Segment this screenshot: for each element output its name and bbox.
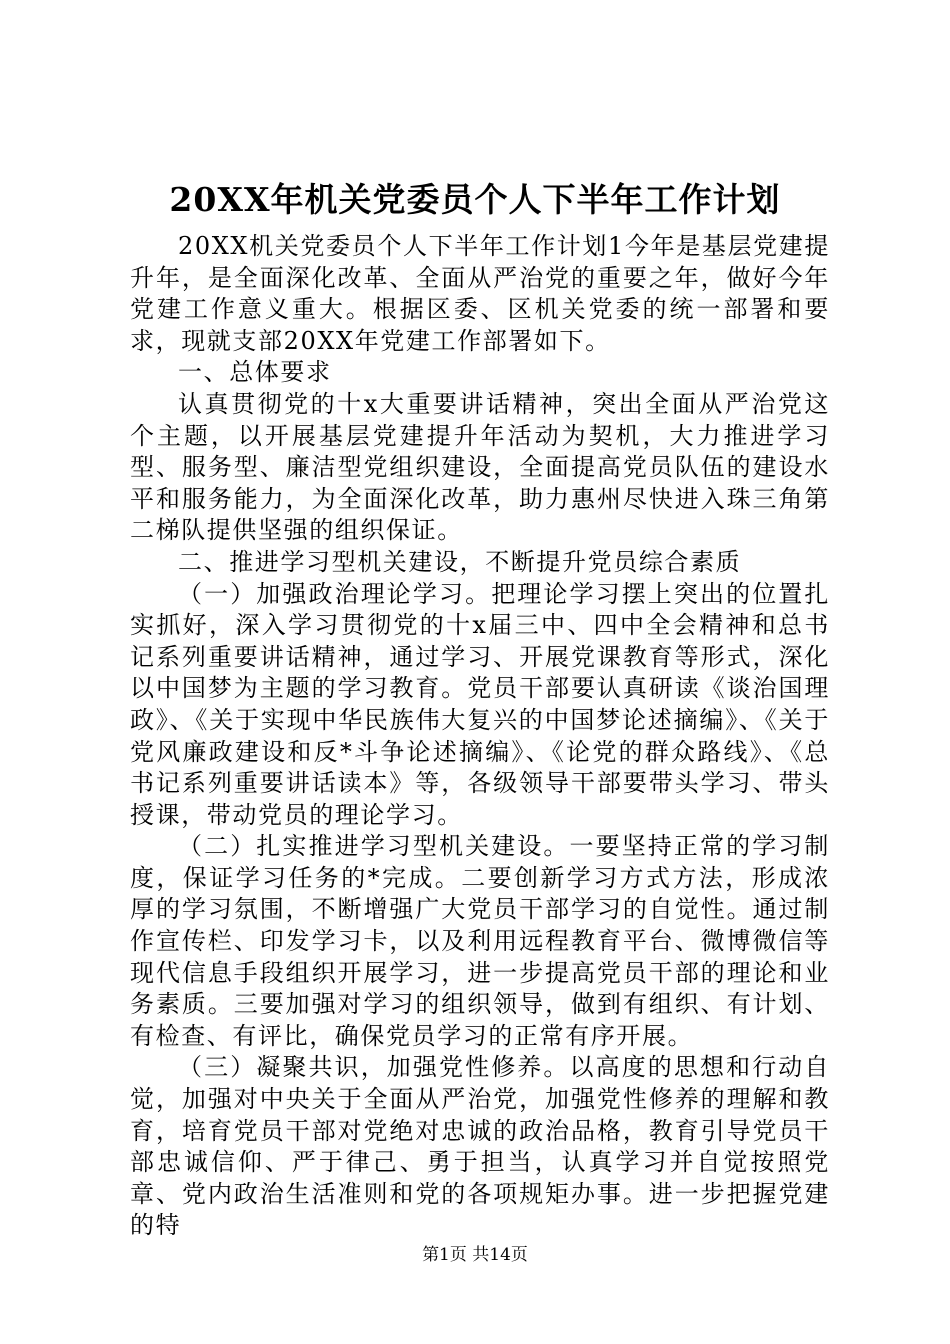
item-2-paragraph: （二）扎实推进学习型机关建设。一要坚持正常的学习制度，保证学习任务的*完成。二要创新学习方式方法，形成浓厚的学习氛围，不断增强广大党员干部学习的自觉性。通过制作宣传栏、印发学习卡，以及利用远程教育平台、微博微信等现代信息手段组织开展学习，进一步提高党员干部的理论和业务素质。三要加强对学习的组织领导，做到有组织、有计划、有检查、有评比，确保党员学习的正常有序开展。 bbox=[130, 832, 830, 1050]
page-number-footer: 第1页 共14页 bbox=[422, 1245, 528, 1265]
section-heading-learning-organization: 二、推进学习型机关建设，不断提升党员综合素质 bbox=[178, 547, 742, 576]
item-1-paragraph: （一）加强政治理论学习。把理论学习摆上突出的位置扎实抓好，深入学习贯彻党的十x届三中、四中全会精神和总书记系列重要讲话精神，通过学习、开展党课教育等形式，深化以中国梦为主题的学习教育。党员干部要认真研读《谈治国理政》、《关于实现中华民族伟大复兴的中国梦论述摘编》、《关于党风廉政建设和反*斗争论述摘编》、《论党的群众路线》、《总书记系列重要讲话读本》等，各级领导干部要带头学习、带头授课，带动党员的理论学习。 bbox=[130, 579, 830, 829]
document-title: 20XX年机关党委员个人下半年工作计划 bbox=[169, 180, 781, 219]
section-heading-general-requirements: 一、总体要求 bbox=[178, 358, 332, 387]
document-body bbox=[130, 231, 830, 1242]
general-requirements-paragraph: 认真贯彻党的十x大重要讲话精神，突出全面从严治党这个主题，以开展基层党建提升年活动为契机，大力推进学习型、服务型、廉洁型党组织建设，全面提高党员队伍的建设水平和服务能力，为全面深化改革，助力惠州尽快进入珠三角第二梯队提供坚强的组织保证。 bbox=[130, 389, 830, 545]
item-3-paragraph: （三）凝聚共识，加强党性修养。以高度的思想和行动自觉，加强对中央关于全面从严治党，加强党性修养的理解和教育，培育党员干部对党绝对忠诚的政治品格，教育引导党员干部忠诚信仰、严于律己、勇于担当，认真学习并自觉按照党章、党内政治生活准则和党的各项规矩办事。进一步把握党建的特 bbox=[130, 1053, 830, 1240]
intro-paragraph: 20XX机关党委员个人下半年工作计划1今年是基层党建提升年，是全面深化改革、全面从严治党的重要之年，做好今年党建工作意义重大。根据区委、区机关党委的统一部署和要求，现就支部20XX年党建工作部署如下。 bbox=[130, 232, 830, 355]
